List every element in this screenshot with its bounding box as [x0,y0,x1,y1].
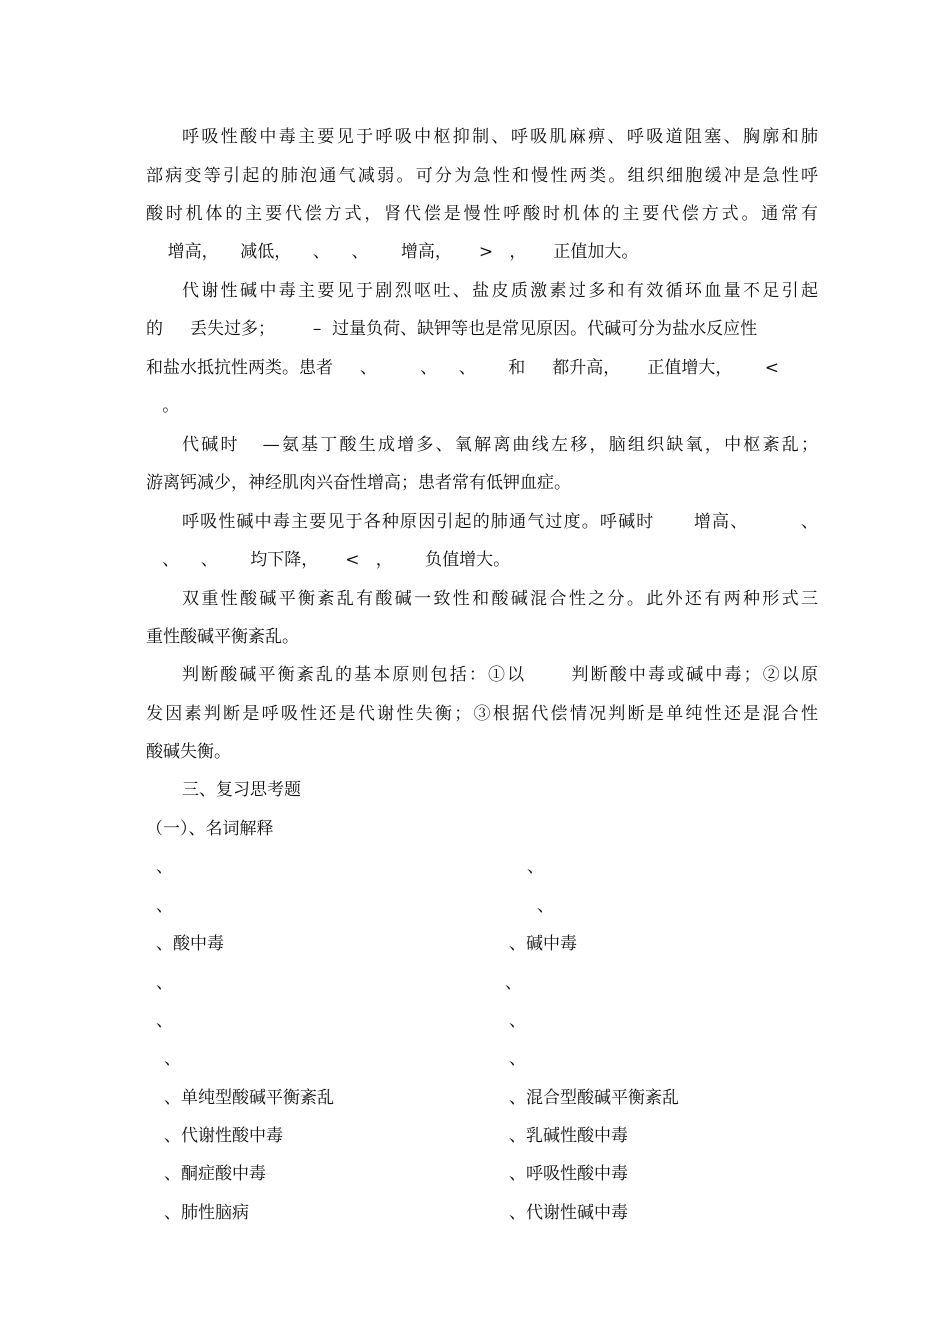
text-line: 呼吸性酸中毒主要见于呼吸中枢抑制、呼吸肌麻痹、呼吸道阻塞、胸廓和肺 [182,127,818,147]
glossary-term: 、碱中毒 [509,934,577,954]
text-line: 双重性酸碱平衡紊乱有酸碱一致性和酸碱混合性之分。此外还有两种形式三 [182,589,818,609]
text-line: 呼吸性碱中毒主要见于各种原因引起的肺通气过度。呼碱时 增高、 、 [182,512,818,532]
text-line: 发因素判断是呼吸性还是代谢性失衡；③根据代偿情况判断是单纯性还是混合性 [146,704,818,724]
text-line: 代谢性碱中毒主要见于剧烈呕吐、盐皮质激素过多和有效循环血量不足引起 [182,281,818,301]
glossary-term: 、呼吸性酸中毒 [509,1164,628,1184]
glossary-term: 、 [527,857,544,877]
subsection-heading: （一）、名词解释 [146,819,274,839]
text-line: 判断酸碱平衡紊乱的基本原则包括：①以 判断酸中毒或碱中毒；②以原 [182,665,818,685]
text-line: 酸时机体的主要代偿方式，肾代偿是慢性呼酸时机体的主要代偿方式。通常有 [146,204,818,224]
glossary-term: 、 [156,896,173,916]
text-line: 游离钙减少，神经肌肉兴奋性增高；患者常有低钾血症。 [146,473,571,493]
text-line: 重性酸碱平衡紊乱。 [146,627,299,647]
glossary-term: 、 [509,1049,526,1069]
glossary-term: 、代谢性碱中毒 [509,1203,628,1223]
glossary-term: 、 [505,973,522,993]
text-line: 的 丢失过多； – 过量负荷、缺钾等也是常见原因。代碱可分为盐水反应性 [146,319,758,339]
glossary-term: 、代谢性酸中毒 [164,1126,283,1146]
glossary-term: 、混合型酸碱平衡紊乱 [509,1088,679,1108]
text-line: 和盐水抵抗性两类。患者 、 、 、 和 都升高， 正值增大， < [146,358,779,378]
text-line: 部病变等引起的肺泡通气减弱。可分为急性和慢性两类。组织细胞缓冲是急性呼 [146,166,818,186]
text-line: 酸碱失衡。 [146,742,231,762]
text-line: 增高， 减低， 、 、 增高， > ， 正值加大。 [146,242,639,262]
glossary-term: 、酸中毒 [156,934,224,954]
glossary-term: 、 [156,973,173,993]
glossary-term: 、 [164,1049,181,1069]
text-line: 。 [146,396,180,416]
text-line: 、 、 均下降， < ， 负值增大。 [146,550,511,570]
text-line: 代碱时 —氨基丁酸生成增多、氧解离曲线左移，脑组织缺氧，中枢紊乱； [182,435,818,455]
glossary-term: 、 [156,1011,173,1031]
glossary-term: 、肺性脑病 [164,1203,249,1223]
glossary-term: 、 [156,857,173,877]
glossary-term: 、乳碱性酸中毒 [509,1126,628,1146]
section-heading: 三、复习思考题 [182,780,301,800]
glossary-term: 、 [537,896,554,916]
glossary-term: 、单纯型酸碱平衡紊乱 [164,1088,334,1108]
glossary-term: 、酮症酸中毒 [164,1164,266,1184]
glossary-term: 、 [509,1011,526,1031]
